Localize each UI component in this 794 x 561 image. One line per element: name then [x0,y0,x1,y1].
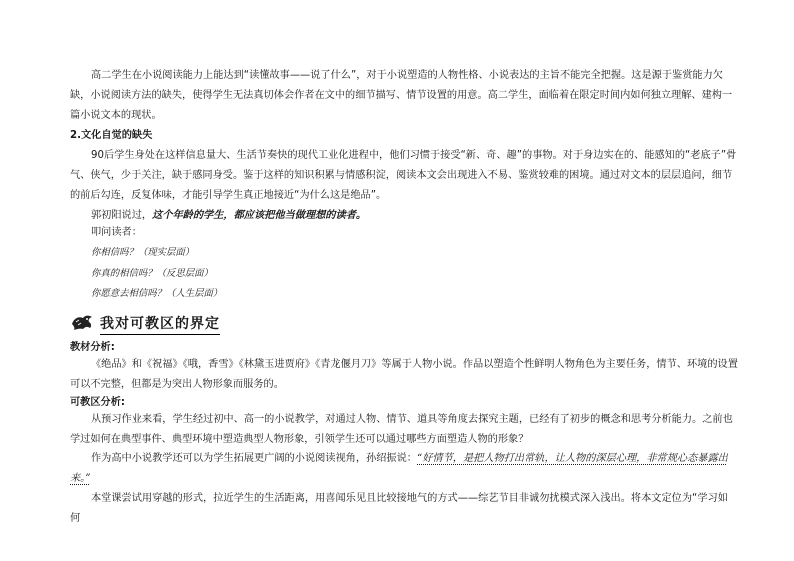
guo-intro: 郭初阳说过， [91,210,153,221]
paragraph-textbook: 《绝品》和《祝福》《哦，香雪》《林黛玉进贾府》《青龙偃月刀》等属于人物小说。作品以塑造个性鲜明人物角色为主要任务，情节、环境的设置可以不完整，但都是为突出人物形象而服务的。 [70,359,738,390]
section-heading-cultural: 2.文化自觉的缺失 [70,130,153,141]
sun-intro: 作为高中小说教学还可以为学生拓展更广阔的小说阅读视角，孙绍振说： [91,453,417,464]
paragraph-preview: 从预习作业来看，学生经过初中、高一的小说教学，对通过人物、情节、道具等角度去探究主题，已经有了初步的概念和思考分析能力。之前也学过如何在典型事件、典型环境中塑造典型人物形象，引领学生还可以通过哪些方面塑造人物的形象？ [70,414,733,445]
dragon-icon [70,312,94,336]
paragraph-reading-ability: 高二学生在小说阅读能力上能达到“读懂故事——说了什么”，对于小说塑造的人物性格、小说表达的主旨不能完全把握。这是源于鉴赏能力欠缺，小说阅读方法的缺失，使得学生无法真切体会作者在文中的细节描写、情节设置的用意。高二学生，面临着在限定时间内如何独立理解、建构一篇小说文本的现状。 [70,70,733,121]
paragraph-cultural: 90后学生身处在这样信息量大、生活节奏快的现代工业化进程中，他们习惯于接受“新、奇、趣”的事物。对于身边实在的、能感知的“老底子”骨气、侠气，少于关注，缺于感同身受。鉴于这样的知识积累与情感积淀，阅读本文会出现进入不易、鉴赏较难的困境。通过对文本的层层追问，细节的前后勾连，反复体味，才能引导学生真正地接近“为什么这是绝品”。 [70,150,737,201]
sun-quote: “好情节，是把人物打出常轨，让人物的深层心理，非常规心态暴露出来。” [70,453,728,484]
ask-readers: 叩问读者： [91,227,142,238]
heading-title: 我对可教区的界定 [100,313,220,335]
paragraph-sun-quote [70,449,738,489]
label-textbook-analysis: 教材分析: [70,342,115,353]
question-3: 你愿意去相信吗？（人生层面） [91,288,223,299]
paragraph-variety-show: 本堂课尝试用穿越的形式，拉近学生的生活距离，用喜闻乐见且比较接地气的方式——综艺节目非诚勿扰模式深入浅出。将本文定位为“学习如何 [70,493,728,524]
question-2: 你真的相信吗？（反思层面） [91,268,213,279]
question-1: 你相信吗？（现实层面） [91,247,195,258]
guo-quote: 这个年龄的学生，都应该把他当做理想的读者。 [152,209,367,221]
label-teachable-analysis: 可教区分析: [70,397,126,408]
teachable-zone-heading [70,312,220,336]
